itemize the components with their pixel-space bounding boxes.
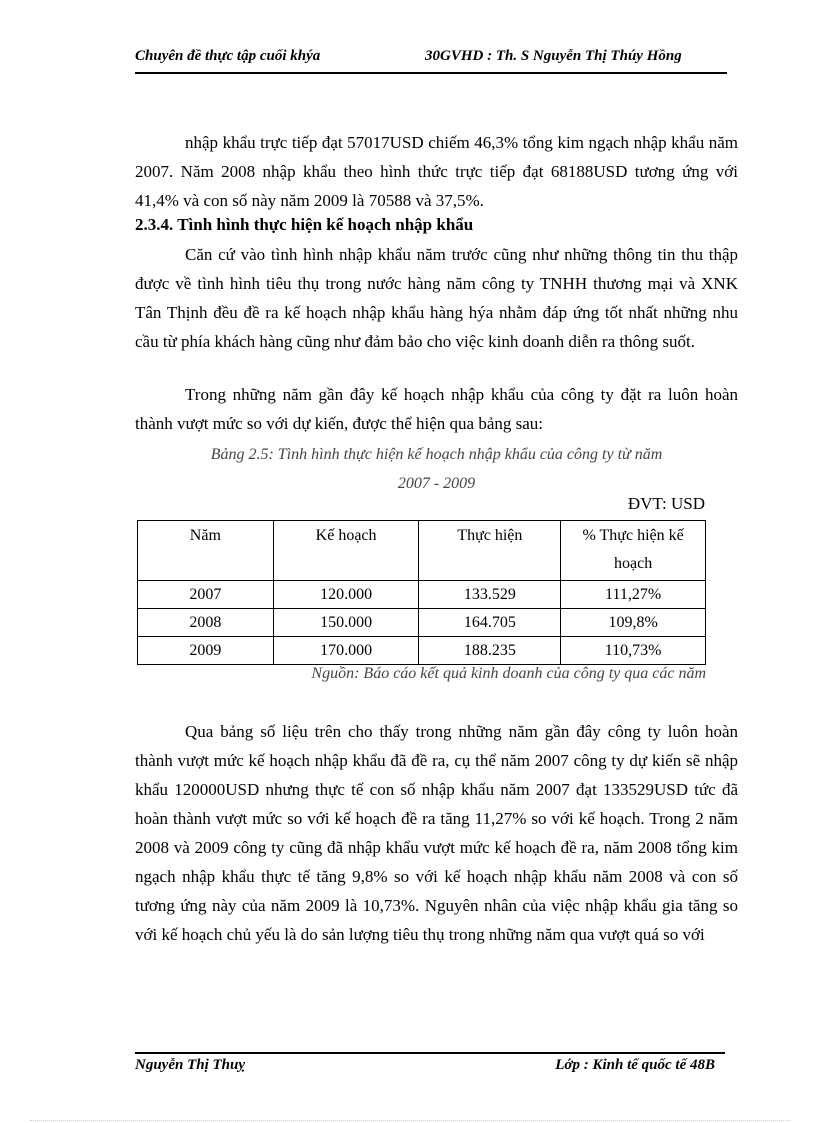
- cell-year: 2009: [138, 637, 274, 665]
- cell-year: 2007: [138, 581, 274, 609]
- cell-percent: 110,73%: [561, 637, 706, 665]
- header-rule: [135, 72, 727, 74]
- table-header-row: [138, 521, 706, 581]
- header-plan: Kế hoạch: [273, 521, 419, 581]
- table-caption-line1: Bảng 2.5: Tình hình thực hiện kế hoạch nhập khẩu của công ty từ năm: [210, 446, 663, 463]
- cell-year: 2008: [138, 609, 274, 637]
- cell-percent: 109,8%: [561, 609, 706, 637]
- page-header: [135, 48, 725, 70]
- cell-percent: 111,27%: [561, 581, 706, 609]
- cell-plan: 170.000: [273, 637, 419, 665]
- table-row: [138, 637, 706, 665]
- cell-plan: 150.000: [273, 609, 419, 637]
- header-percent: % Thực hiện kế hoạch: [561, 521, 706, 581]
- section-heading: 2.3.4. Tình hình thực hiện kế hoạch nhập khẩu: [135, 215, 474, 234]
- footer-rule: [135, 1052, 725, 1054]
- table-row: [138, 609, 706, 637]
- page-edge: [30, 1120, 790, 1121]
- cell-plan: 120.000: [273, 581, 419, 609]
- table-row: [138, 581, 706, 609]
- cell-actual: 164.705: [419, 609, 561, 637]
- table-caption-line2: 2007 - 2009: [397, 475, 476, 492]
- page-footer: [135, 1057, 715, 1079]
- paragraph-import-direct: nhập khẩu trực tiếp đạt 57017USD chiếm 46,3% tổng kim ngạch nhập khẩu năm 2007. Năm 2008 nhập khẩu theo hình thức trực tiếp đạt 68188USD tương ứng với 41,4% và con số này năm 2009 là 70588 và 37,5%.: [135, 133, 738, 210]
- header-title: Chuyên đề thực tập cuối khýa: [135, 48, 321, 64]
- paragraph-planning-basis: Căn cứ vào tình hình nhập khẩu năm trước cũng như những thông tin thu thập được về tình hình tiêu thụ trong nước hàng năm công ty TNHH thương mại và XNK Tân Thịnh đều đề ra kế hoạch nhập khẩu hàng hýa nhằm đáp ứng tốt nhất những nhu cầu từ phía khách hàng cũng như đảm bảo cho việc kinh doanh diễn ra thông suốt.: [135, 245, 738, 351]
- import-plan-table: [137, 520, 706, 665]
- footer-class: Lớp : Kinh tế quốc tế 48B: [555, 1057, 715, 1073]
- paragraph-plan-exceeded: Trong những năm gần đây kế hoạch nhập khẩu của công ty đặt ra luôn hoàn thành vượt mức so với dự kiến, được thể hiện qua bảng sau:: [135, 385, 738, 433]
- table-source: Nguồn: Báo cáo kết quả kinh doanh của công ty qua các năm: [311, 665, 706, 682]
- footer-author: Nguyễn Thị Thuỵ: [135, 1057, 246, 1073]
- table-unit: ĐVT: USD: [627, 494, 705, 513]
- table-caption: [135, 440, 738, 498]
- header-advisor: 30GVHD : Th. S Nguyễn Thị Thúy Hồng: [425, 48, 682, 64]
- paragraph-analysis: Qua bảng số liệu trên cho thấy trong những năm gần đây công ty luôn hoàn thành vượt mức kế hoạch nhập khẩu đã đề ra, cụ thể năm 2007 công ty dự kiến sẽ nhập khẩu 120000USD nhưng thực tế con số nhập khẩu năm 2007 đạt 133529USD tức đã hoàn thành vượt mức so với kế hoạch đề ra tăng 11,27% so với kế hoạch. Trong 2 năm 2008 và 2009 công ty cũng đã nhập khẩu vượt mức kế hoạch đề ra, năm 2008 tổng kim ngạch nhập khẩu thực tế tăng 9,8% so với kế hoạch nhập khẩu năm 2008 và con số tương ứng này của năm 2009 là 10,73%. Nguyên nhân của việc nhập khẩu gia tăng so với kế hoạch chủ yếu là do sản lượng tiêu thụ trong những năm qua vượt quá so với: [135, 722, 738, 944]
- header-year: Năm: [138, 521, 274, 581]
- cell-actual: 188.235: [419, 637, 561, 665]
- cell-actual: 133.529: [419, 581, 561, 609]
- header-actual: Thực hiện: [419, 521, 561, 581]
